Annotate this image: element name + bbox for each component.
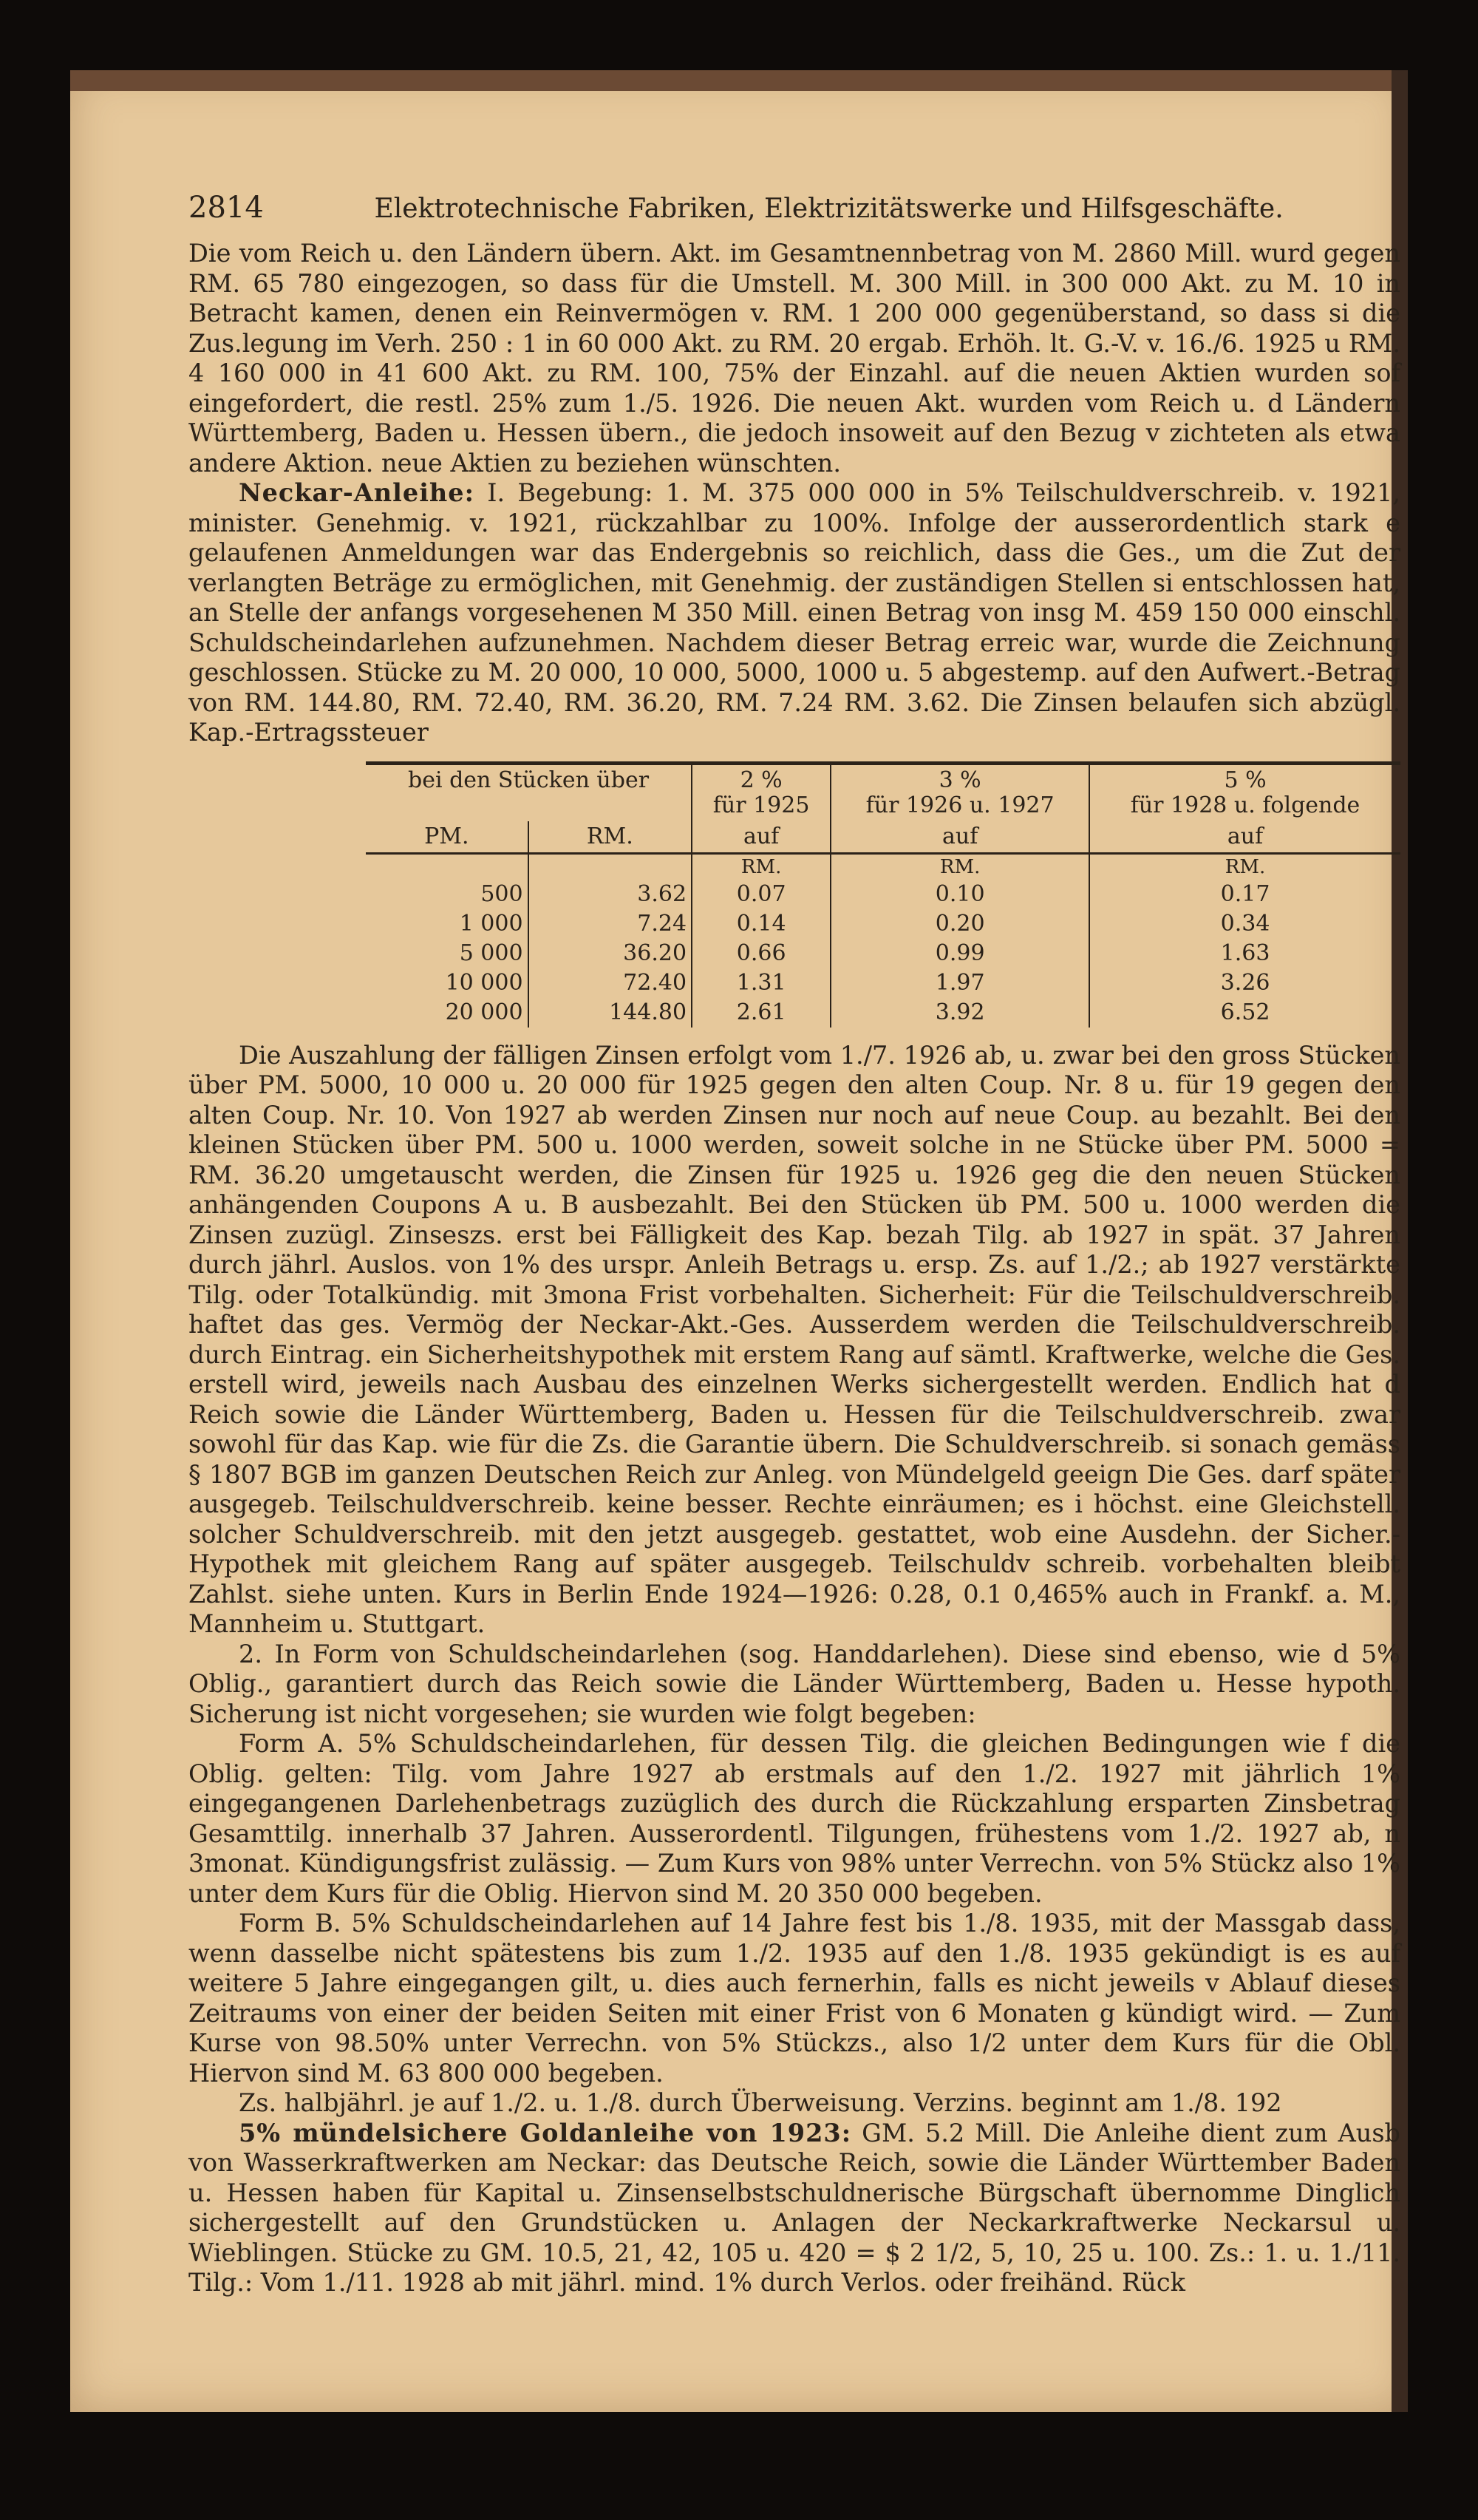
page-number: 2814 <box>188 191 264 225</box>
table-unit-1: RM. <box>692 853 831 880</box>
table-col-3pct: 3 % für 1926 u. 1927 <box>831 763 1089 821</box>
cell-5pct: 6.52 <box>1089 998 1400 1028</box>
cell-5pct: 3.26 <box>1089 968 1400 998</box>
interest-table <box>366 761 1400 1028</box>
cell-5pct: 0.17 <box>1089 880 1400 909</box>
table-row <box>366 968 1400 998</box>
table-row <box>366 939 1400 968</box>
cell-2pct: 0.66 <box>692 939 831 968</box>
goldanleihe-heading: 5% mündelsichere Goldanleihe von 1923: <box>239 2118 852 2147</box>
table-col-2pct: 2 % für 1925 <box>692 763 831 821</box>
cell-3pct: 0.99 <box>831 939 1089 968</box>
paragraph-neckar-anleihe <box>188 478 1400 748</box>
cell-5pct: 0.34 <box>1089 909 1400 939</box>
table-auf-2: auf <box>831 821 1089 854</box>
paragraph-auszahlung: Die Auszahlung der fälligen Zinsen erfolgt vom 1./7. 1926 ab, u. zwar bei den gross Stücken über PM. 5000, 10 000 u. 20 000 für 1925 gegen den alten Coup. Nr. 8 u. für 19 gegen den alten Coup. Nr. 10. Von 1927 ab werden Zinsen nur noch auf neue Coup. au bezahlt. Bei den kleinen Stücken über PM. 500 u. 1000 werden, soweit solche in ne Stücke über PM. 5000 = RM. 36.20 umgetauscht werden, die Zinsen für 1925 u. 1926 geg die den neuen Stücken anhängenden Coupons A u. B ausbezahlt. Bei den Stücken üb PM. 500 u. 1000 werden die Zinsen zuzügl. Zinseszs. erst bei Fälligkeit des Kap. bezah Tilg. ab 1927 in spät. 37 Jahren durch jährl. Auslos. von 1% des urspr. Anleih Betrags u. ersp. Zs. auf 1./2.; ab 1927 verstärkte Tilg. oder Totalkündig. mit 3mona Frist vorbehalten. Sicherheit: Für die Teilschuldverschreib. haftet das ges. Vermög der Neckar-Akt.-Ges. Ausserdem werden die Teilschuldverschreib. durch Eintrag. ein Sicherheitshypothek mit erstem Rang auf sämtl. Kraftwerke, welche die Ges. erstell wird, jeweils nach Ausbau des einzelnen Werks sichergestellt werden. Endlich hat d Reich sowie die Länder Württemberg, Baden u. Hessen für die Teilschuldverschreib. zwar sowohl für das Kap. wie für die Zs. die Garantie übern. Die Schuldverschreib. si sonach gemäss § 1807 BGB im ganzen Deutschen Reich zur Anleg. von Mündelgeld geeign Die Ges. darf später ausgegeb. Teilschuldverschreib. keine besser. Rechte einräumen; es i höchst. eine Gleichstell. solcher Schuldverschreib. mit den jetzt ausgegeb. gestattet, wob eine Ausdehn. der Sicher.-Hypothek mit gleichem Rang auf später ausgegeb. Teilschuldv schreib. vorbehalten bleibt Zahlst. siehe unten. Kurs in Berlin Ende 1924—1926: 0.28, 0.1 0,465% auch in Frankf. a. M., Mannheim u. Stuttgart. <box>188 1040 1400 1638</box>
cell-3pct: 3.92 <box>831 998 1089 1028</box>
paragraph-zinsen: Zs. halbjährl. je auf 1./2. u. 1./8. durch Überweisung. Verzins. beginnt am 1./8. 192 <box>239 2088 1282 2117</box>
table-unit-2: RM. <box>831 853 1089 880</box>
cell-rm: 36.20 <box>528 939 692 968</box>
cell-rm: 72.40 <box>528 968 692 998</box>
paragraph-form-a: Form A. 5% Schuldscheindarlehen, für dessen Tilg. die gleichen Bedingungen wie f die Oblig. gelten: Tilg. vom Jahre 1927 ab erstmals auf den 1./2. 1927 mit jährlich 1% eingegangenen Darlehenbetrags zuzüglich des durch die Rückzahlung ersparten Zinsbetrag Gesamttilg. innerhalb 37 Jahren. Ausserordentl. Tilgungen, frühestens vom 1./2. 1927 ab, n 3monat. Kündigungsfrist zulässig. — Zum Kurs von 98% unter Verrechn. von 5% Stückz also 1% unter dem Kurs für die Oblig. Hiervon sind M. 20 350 000 begeben. <box>188 1729 1400 1908</box>
goldanleihe-text: GM. 5.2 Mill. Die Anleihe dient zum Ausb von Wasserkraftwerken am Neckar: das Deutsche Reich, sowie die Länder Württember Baden u. Hessen haben für Kapital u. Zinsenselbstschuldnerische Bürgschaft übernomme Dinglich sichergestellt auf den Grundstücken u. Anlagen der Neckarkraftwerke Neckarsul u. Wieblingen. Stücke zu GM. 10.5, 21, 42, 105 u. 420 = $ 2 1/2, 5, 10, 25 u. 100. Zs.: 1. u. 1./11. Tilg.: Vom 1./11. 1928 ab mit jährl. mind. 1% durch Verlos. oder freihänd. Rück <box>188 2118 1401 2297</box>
cell-3pct: 0.20 <box>831 909 1089 939</box>
table-row <box>366 998 1400 1028</box>
table-head-group: bei den Stücken über <box>408 767 650 793</box>
page-top-edge <box>70 70 1408 91</box>
cell-rm: 144.80 <box>528 998 692 1028</box>
cell-2pct: 1.31 <box>692 968 831 998</box>
table-body <box>366 880 1400 1028</box>
text-block <box>188 189 1400 2298</box>
table-auf-3: auf <box>1089 821 1400 854</box>
cell-rm: 7.24 <box>528 909 692 939</box>
paragraph-aktien: Die vom Reich u. den Ländern übern. Akt. im Gesamtnennbetrag von M. 2860 Mill. wurd gegen RM. 65 780 eingezogen, so dass für die Umstell. M. 300 Mill. in 300 000 Akt. zu M. 10 in Betracht kamen, denen ein Reinvermögen v. RM. 1 200 000 gegenüberstand, so dass si die Zus.legung im Verh. 250 : 1 in 60 000 Akt. zu RM. 20 ergab. Erhöh. lt. G.-V. v. 16./6. 1925 u RM. 4 160 000 in 41 600 Akt. zu RM. 100, 75% der Einzahl. auf die neuen Aktien wurden sof eingefordert, die restl. 25% zum 1./5. 1926. Die neuen Akt. wurden vom Reich u. d Ländern Württemberg, Baden u. Hessen übern., die jedoch insoweit auf den Bezug v zichteten als etwa andere Aktion. neue Aktien zu beziehen wünschten. <box>188 239 1400 478</box>
cell-3pct: 0.10 <box>831 880 1089 909</box>
book-page <box>70 70 1408 2412</box>
table-row <box>366 880 1400 909</box>
cell-pm: 10 000 <box>445 969 523 996</box>
neckar-anleihe-heading: Neckar-Anleihe: <box>239 478 474 507</box>
cell-2pct: 0.07 <box>692 880 831 909</box>
cell-pm: 5 000 <box>459 940 523 966</box>
neckar-anleihe-text: I. Begebung: 1. M. 375 000 000 in 5% Teilschuldverschreib. v. 1921, minister. Genehmig. v. 1921, rückzahlbar zu 100%. Infolge der ausserordentlich stark e gelaufenen Anmeldungen war das Endergebnis so reichlich, dass die Ges., um die Zut der verlangten Beträge zu ermöglichen, mit Genehmig. der zuständigen Stellen si entschlossen hat, an Stelle der anfangs vorgesehenen M 350 Mill. einen Betrag von insg M. 459 150 000 einschl. Schuldscheindarlehen aufzunehmen. Nachdem dieser Betrag erreic war, wurde die Zeichnung geschlossen. Stücke zu M. 20 000, 10 000, 5000, 1000 u. 5 abgestemp. auf den Aufwert.-Betrag von RM. 144.80, RM. 72.40, RM. 36.20, RM. 7.24 RM. 3.62. Die Zinsen belaufen sich abzügl. Kap.-Ertragssteuer <box>188 478 1400 747</box>
table-unit-3: RM. <box>1089 853 1400 880</box>
paragraph-schuldscheindarlehen: 2. In Form von Schuldscheindarlehen (sog. Handdarlehen). Diese sind ebenso, wie d 5% Oblig., garantiert durch das Reich sowie die Länder Württemberg, Baden u. Hesse hypoth. Sicherung ist nicht vorgesehen; sie wurden wie folgt begeben: <box>188 1639 1400 1728</box>
running-title: Elektrotechnische Fabriken, Elektrizitätswerke und Hilfsgeschäfte. <box>374 194 1284 224</box>
table-col-rm: RM. <box>528 821 692 854</box>
table-row <box>366 909 1400 939</box>
cell-pm: 20 000 <box>445 999 523 1025</box>
cell-pm: 500 <box>480 880 523 907</box>
cell-3pct: 1.97 <box>831 968 1089 998</box>
cell-pm: 1 000 <box>459 910 523 937</box>
running-header <box>188 189 1400 228</box>
table-col-5pct: 5 % für 1928 u. folgende <box>1089 763 1400 821</box>
cell-rm: 3.62 <box>528 880 692 909</box>
cell-5pct: 1.63 <box>1089 939 1400 968</box>
cell-2pct: 0.14 <box>692 909 831 939</box>
table-auf-1: auf <box>692 821 831 854</box>
paragraph-form-b: Form B. 5% Schuldscheindarlehen auf 14 Jahre fest bis 1./8. 1935, mit der Massgab dass, wenn dasselbe nicht spätestens bis zum 1./2. 1935 auf den 1./8. 1935 gekündigt is es auf weitere 5 Jahre eingegangen gilt, u. dies auch fernerhin, falls es nicht jeweils v Ablauf dieses Zeitraums von einer der beiden Seiten mit einer Frist von 6 Monaten g kündigt wird. — Zum Kurse von 98.50% unter Verrechn. von 5% Stückzs., also 1/2 unter dem Kurs für die Obl. Hiervon sind M. 63 800 000 begeben. <box>188 1909 1400 2088</box>
cell-2pct: 2.61 <box>692 998 831 1028</box>
table-col-pm: PM. <box>424 823 469 849</box>
paragraph-goldanleihe <box>188 2119 1400 2298</box>
